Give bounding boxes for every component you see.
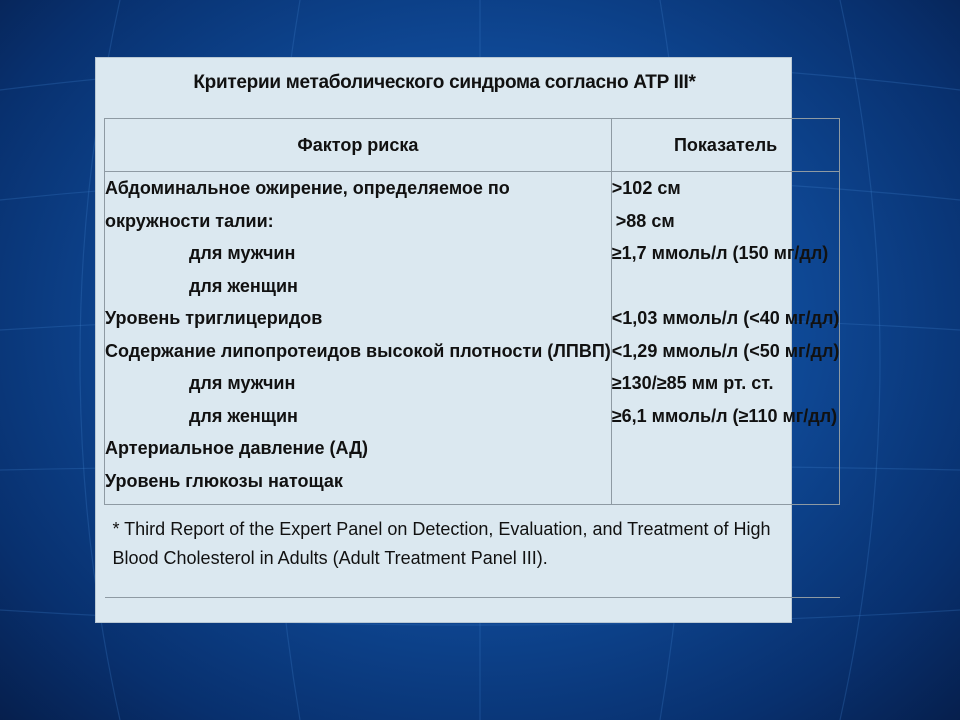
criteria-card — [95, 57, 840, 623]
factor-men: для мужчин — [189, 243, 296, 263]
value-spacer — [612, 270, 840, 303]
criteria-table — [104, 118, 840, 598]
value-triglycerides: ≥1,7 ммоль/л (150 мг/дл) — [611, 243, 829, 263]
value-waist-women: >88 см — [615, 210, 675, 231]
table-body-row — [105, 172, 840, 505]
footnote-line-2: Blood Cholesterol in Adults (Adult Treatment Panel III). — [112, 548, 548, 568]
value-cell — [611, 172, 840, 505]
factor-hdl-women: для женщин — [189, 405, 298, 426]
table-header-row — [105, 119, 840, 172]
footnote-line-1: * Third Report of the Expert Panel on Detection, Evaluation, and Treatment of High — [112, 519, 771, 539]
factor-pressure: Артериальное давление (АД) — [105, 438, 368, 458]
value-waist-men: >102 см — [611, 178, 681, 198]
value-glucose: ≥6,1 ммоль/л (≥110 мг/дл) — [611, 405, 838, 426]
factor-cell — [105, 172, 612, 505]
value-hdl-men: <1,03 ммоль/л (<40 мг/дл) — [611, 308, 840, 328]
table-title: Критерии метаболического синдрома согласно ATP III* — [193, 72, 696, 93]
footnote-row — [105, 505, 840, 598]
header-factor: Фактор риска — [105, 119, 612, 172]
value-pressure: ≥130/≥85 мм рт. ст. — [611, 373, 774, 393]
factor-hdl: Содержание липопротеидов высокой плотности (ЛПВП) — [105, 340, 611, 361]
factor-hdl-men: для мужчин — [189, 373, 296, 393]
factor-abdominal: Абдоминальное ожирение, определяемое по — [105, 178, 510, 198]
value-hdl-women: <1,29 ммоль/л (<50 мг/дл) — [611, 340, 840, 361]
factor-abdominal-cont: окружности талии: — [105, 210, 274, 231]
factor-women: для женщин — [189, 275, 298, 296]
header-value: Показатель — [611, 119, 840, 172]
footnote-cell — [105, 505, 840, 598]
factor-triglycerides: Уровень триглицеридов — [105, 308, 323, 328]
factor-glucose: Уровень глюкозы натощак — [105, 470, 343, 491]
